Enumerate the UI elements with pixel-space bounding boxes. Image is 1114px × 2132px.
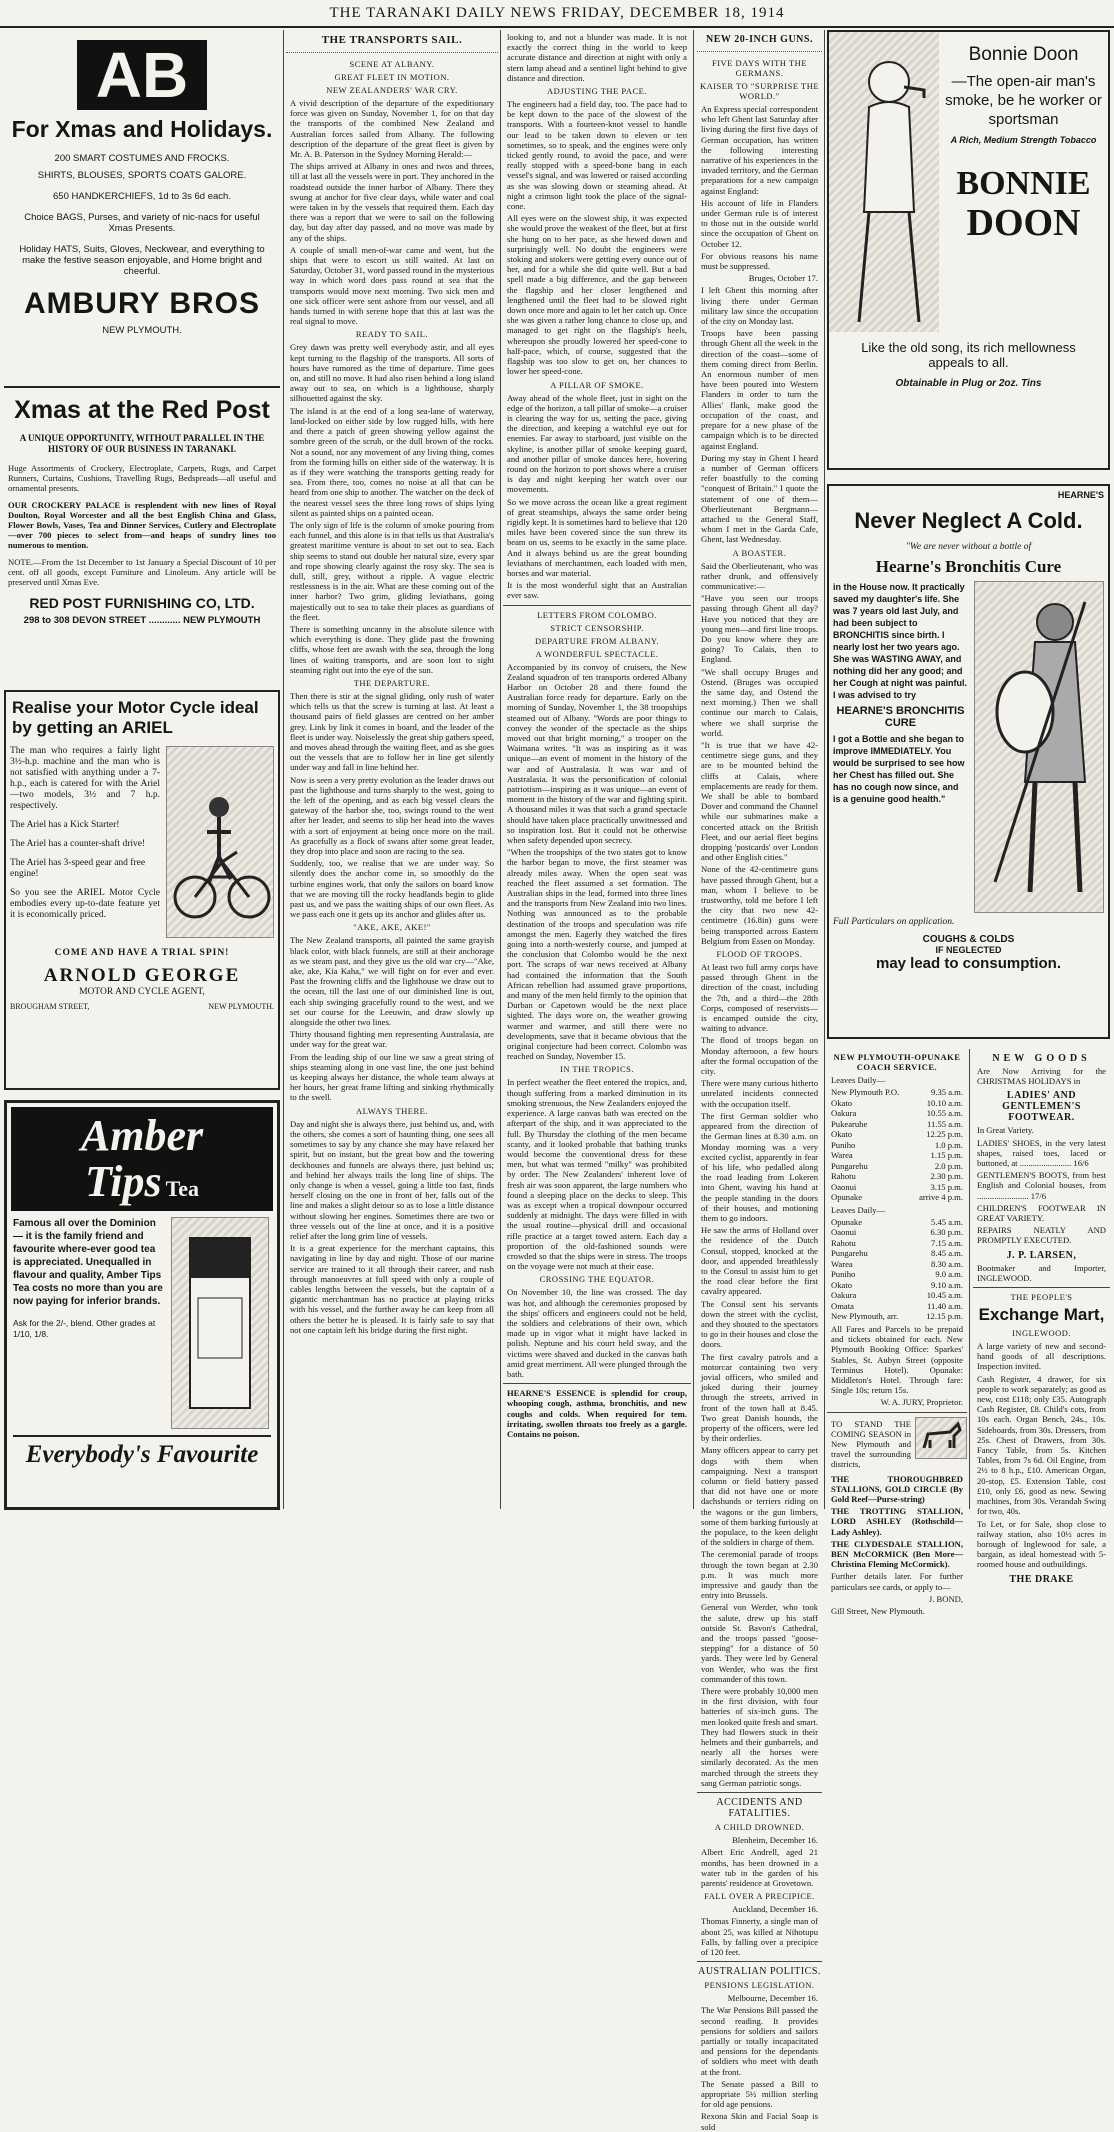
column-4 [697, 30, 822, 2132]
column-2 [286, 30, 498, 1509]
bonnie-doon-logo-2: DOON [966, 202, 1081, 244]
red-post-advert [4, 396, 280, 686]
larsen-signature-2: Bootmaker and Importer, INGLEWOOD. [977, 1262, 1106, 1283]
hearnes-quote-start: "We are never without a bottle of [905, 542, 1032, 552]
hearnes-headline: Never Neglect A Cold. [854, 508, 1083, 533]
timetable-row [831, 1259, 963, 1270]
mart-para: A large variety of new and second-hand goods of all descriptions. Inspection invited. [977, 1341, 1106, 1372]
timetable-place: Pungarehu [831, 1160, 868, 1171]
motorcycle-icon [167, 747, 273, 937]
coach-timetable-2 [827, 1217, 967, 1322]
amber-slogan: Everybody's Favourite [13, 1435, 271, 1469]
timetable-place: Oaonui [831, 1181, 857, 1192]
article-para: On November 10, the line was crossed. The day was hot, and although the ceremonies proposed by the ships' officers and engineers could not be held, the soldiers and celebrations of their own, which made up in vigor what it might have lacked in polish. Neptune and his court held sway, and the victims were shaved and ducked in the canvas bath amid great merriment. All were plunged through the bath. [507, 1287, 687, 1379]
timetable-place: Puniho [831, 1139, 856, 1150]
timetable-place: Pungarehu [831, 1248, 868, 1259]
timetable-row [831, 1119, 963, 1130]
ariel-dealer: ARNOLD GEORGE [43, 965, 241, 986]
amber-prices: Ask for the 2/-, blend. Other grades at 1/10, 1/8. [13, 1318, 156, 1339]
timetable-time: 6.30 p.m. [930, 1227, 963, 1238]
article-para: So we move across the ocean like a great regiment of great steamships, always the same order being rigidly kept. It is sometimes hard to believe that 120 miles have been covered since the sun threw its beam on us, seems to be exactly in the same place. And it always behind us are the great bounding leviathans of merchantmen, each loaded with men, horses and war material. [507, 496, 687, 578]
amber-tips-banner [11, 1107, 273, 1211]
bonnie-doon-tag: A Rich, Medium Strength Tobacco [950, 135, 1097, 145]
ariel-line-2: The Ariel has a counter-shaft drive! [10, 839, 146, 849]
timetable-time: arrive 4 p.m. [919, 1192, 963, 1203]
guns-para: None of the 42-centimetre guns have passed through Ghent, but a man, whom I believe to be trustworthy, told me before I left the city that two new 42-centimetre (16.8in) guns were being transported across Eastern Belgium from Essen on Monday. [701, 864, 818, 946]
larsen-para: Are Now Arriving for the CHRISTMAS HOLIDAYS in [977, 1066, 1106, 1087]
transports-sub-6: "AKE, AKE, AKE!" [353, 922, 431, 933]
smoker-illustration [829, 32, 939, 332]
guns-para: At least two full army corps have passed through Ghent in the direction of the coast, including the 7th, and a third—the 28th Corps, composed of reservists—is encamped outside the city, waiting to advance. [701, 962, 818, 1034]
timetable-place: Opunake [831, 1216, 863, 1227]
timetable-row [831, 1238, 963, 1249]
article-para: "When the troopships of the two states got to know the harbor began to move, the first steamer was already miles away. When the open seat was reached the fleet assumed a set formation. The Australian ships in the lead, formed into three lines and the transports from New Zealand into two lines. Nothing was announced as to the probable destination of the troops and speculation was rife amongst the men. Eagerly they watched the fires going into a north-westerly course, and jumped at the conclusion that Colombo would be the next port. The scraps of war news received at Albany had contained the information that the South African rebellion had assumed grave proportions, and many of the men held firmly to the opinion that Durban or Capetown would be the next place sighted. The days wore on, the weather growing warmer and warmer, and still there were no developments, save that it became obvious that the original conjecture had been correct. Colombo was reached on Sunday, November 15. [507, 847, 687, 1062]
timetable-place: Warea [831, 1150, 853, 1161]
transports-sub-5: THE DEPARTURE. [353, 677, 431, 688]
bonnie-doon-logo-1: BONNIE [956, 165, 1091, 202]
guns-para: The first German soldier who appeared from the direction of the German lines at 8.30 a.m. on Monday morning was a very excited cyclist, apparently in fear of his life, who pedalled along the road leading from Lokeren into Ghent, waving his hand at the people standing in the doors of their houses, and motioning them to go indoors. [701, 1110, 818, 1223]
timetable-time: 12.25 p.m. [926, 1129, 963, 1140]
ariel-dealer-sub: MOTOR AND CYCLE AGENT, [79, 987, 205, 997]
article-para: Away ahead of the whole fleet, just in sight on the edge of the horizon, a tall pillar of smoke—a cruiser is clearing the way for us, setting the pace, giving the direction, and keeping a watchful eye out for enemies. Far away to starboard, just visible on the skyline, is another pillar of smoke keeping guard, and another pillar of smoke dances here, hovering round on the horizon to port shows where a cruiser is day and night keeping her watch over our movements. [507, 392, 687, 495]
guns-para: Many officers appear to carry pet dogs with them when campaigning. Next a transport column or field battery passed that did not have one or more dachshunds or terriers riding on the wagons or the gun limbers, some of them barking furiously at the populace, to the keen delight of the soldiers in charge of them. [701, 1445, 818, 1548]
timetable-row [831, 1269, 963, 1280]
guns-para: The Consul sent his servants down the street with the cyclist, and they shouted to the spectators to go in their houses and close the doors. [701, 1298, 818, 1350]
red-post-note: NOTE.—From the 1st December to 1st January a Special Discount of 10 per cent. off all goods, except Furniture and Linoleum. Any article will be preserved until Xmas Eve. [8, 556, 276, 588]
article-para: The engineers had a field day, too. The pace had to be kept down to the pace of the slowest of the transports. With a fourteen-knot vessel to handle our lead to be taken down to eleven or ten sometimes, so to speak, and the engines were only ticked gently round, to avoid the pace, and were really stopped with a speed-bone bang in each vessel's signal, and was lowered or raised according as she was slowing down or steaming ahead. At night a crimson light took the place of the signal-cone. [507, 99, 687, 212]
guns-para: He saw the arms of Holland over the residence of the Dutch Consul, stopped, knocked at the door, and appended breathlessly to the Consul to assist him to get the road clear before the first cavalry appeared. [701, 1225, 818, 1297]
timetable-place: Okato [831, 1279, 853, 1290]
larsen-items [973, 1138, 1110, 1224]
stallion-para: THE TROTTING STALLION, LORD ASHLEY (Rothschild—Lady Ashley). [831, 1506, 963, 1537]
tea-packet-illustration [171, 1217, 269, 1429]
timetable-place: Okato [831, 1097, 853, 1108]
timetable-row [831, 1248, 963, 1259]
article-para: looking to, and not a blunder was made. It is not exactly the correct thing in the world to keep accurate distance and direction at night with only a stern lamp ahead and a sentinel light behind to give distance and direction. [507, 32, 687, 83]
larsen-signature: J. P. LARSEN, [1006, 1249, 1077, 1261]
ariel-cta: COME AND HAVE A TRIAL SPIN! [54, 948, 230, 958]
timetable-place: Omata [831, 1300, 854, 1311]
guns-headline: NEW 20-INCH GUNS. [706, 34, 813, 45]
timetable-place: Rahotu [831, 1171, 856, 1182]
timetable-place: New Plymouth, arr. [831, 1311, 899, 1322]
coach-leaves: Leaves Daily— [831, 1075, 886, 1085]
larsen-para: In Great Variety. [977, 1125, 1034, 1136]
ariel-town: NEW PLYMOUTH. [208, 1002, 274, 1011]
article-sub: DEPARTURE FROM ALBANY. [534, 635, 660, 646]
larsen-heading: LADIES' AND GENTLEMEN'S FOOTWEAR. [1002, 1090, 1081, 1124]
transports-para: Suddenly, too, we realise that we are under way. So silently does the anchor come in, so smoothly do the turbine engines work, that only the sailors on board know that we are moving till the rocky headlands begin to glide past us, and we pass the waiting ships of our own fleet. As we pass each one it gets up its anchor and glides after us. [290, 858, 494, 920]
article-sub: CROSSING THE EQUATOR. [539, 1274, 655, 1285]
guns-para: There were many curious hitherto unrelated incidents connected with the occupation itself. [701, 1078, 818, 1109]
guns-sub: FLOOD OF TROOPS. [716, 949, 803, 960]
transports-para: Grey dawn was pretty well everybody astir, and all eyes kept turning to the flagship of the transports. All sorts of hours have rumored as the time of departure. Time goes on, and still no move. It had also risen behind a long island away out to sea, on which is a lighthouse, sharply silhouetted against the sky. [290, 342, 494, 404]
timetable-row [831, 1140, 963, 1151]
red-post-address: 298 to 308 DEVON STREET ............ NEW PLYMOUTH [23, 615, 261, 627]
politics-dateline: Melbourne, December 16. [727, 1993, 818, 2004]
timetable-time: 11.40 a.m. [927, 1300, 963, 1311]
amber-text: Famous all over the Dominion — it is the family friend and favourite where-ever good tea is appreciated. Unequalled in flavour and quality, Amber Tips Tea costs no more than you are now paying for inferior brands. [13, 1218, 163, 1307]
timetable-place: Okato [831, 1129, 853, 1140]
timetable-time: 3.15 p.m. [930, 1181, 963, 1192]
transports-para: A vivid description of the departure of the expeditionary force was given on Sunday, November 1, for on that day the transports of the combined New Zealand and Australian forces sailed from Albany. The following description of the departure of the great fleet is given by Mr. A. B. Paterson in the Sydney Morning Herald:— [290, 98, 494, 160]
accidents-headline: ACCIDENTS AND FATALITIES. [716, 1797, 803, 1820]
coach-title: NEW PLYMOUTH-OPUNAKE COACH SERVICE. [833, 1052, 961, 1072]
guns-para: The first cavalry patrols and a motorcar containing two very jovial officers, who smiled and joked during their journey through the streets, arrived in front of the town hall at 8.45. Two great Danish hounds, the property of the officers, were led by their orderlies. [701, 1351, 818, 1444]
mart-signature: THE DRAKE [1009, 1573, 1074, 1585]
transports-sub-3: NEW ZEALANDERS' WAR CRY. [326, 85, 458, 95]
stallion-para: THE CLYDESDALE STALLION, BEN McCORMICK (Ben More—Christina Fleming McCormick). [831, 1538, 963, 1570]
politics-para: The Senate passed a Bill to appropriate 5½ million sterling for old age pensions. [701, 2078, 818, 2110]
bonnie-doon-title: Bonnie Doon [968, 44, 1079, 65]
transports-para: The island is at the end of a long sea-lane of waterway, land-locked on either side by low rugged hills, with here and there a patch of green showing yellow against the sombre green of the scrub, or the dull brown of the rocks. Not a sound, nor any movement of any living thing, comes from the forming hills on either side of the waterway. It is as if they were watching the transports getting ready for sea. From there, too, comes no noise at all that can be heard from one ship to another. The watcher on the deck of the nearest vessel sees the three long rows of ships lying silent as painted ships on a painted ocean. [290, 405, 494, 518]
classified-block [827, 1049, 1110, 1616]
tea-title: Tea [165, 1176, 199, 1201]
timetable-place: Oakura [831, 1290, 857, 1301]
timetable-row [831, 1150, 963, 1161]
timetable-time: 2.30 p.m. [930, 1171, 963, 1182]
hearnes-product-2: HEARNE'S BRONCHITIS CURE [836, 705, 965, 729]
hearnes-product: Hearne's Bronchitis Cure [875, 557, 1062, 576]
footer-snippet: Rexona Skin and Facial Soap is sold [701, 2111, 818, 2132]
guns-para: "We shall occupy Bruges and Ostend. (Bruges was occupied the same day, and Ostend the next morning.) Then we shall continue our march to Calais, where we shall surprise the world. [701, 666, 818, 738]
larsen-para: REPAIRS NEATLY AND PROMPTLY EXECUTED. [977, 1225, 1106, 1246]
amber-tips-advert [4, 1100, 280, 1510]
transports-para: Then there is stir at the signal gliding, only rush of water which tells us that the screw is turning at last. At least a thousand pairs of field glasses are centred on her amber grey. Link by link it comes in board, and the leader of the fleet is under way. Noiselessly the great ship gathers speed, and moves ahead through the waiting fleet, and as she goes out the vessels that are to follow her in line get silently under way and fall in line behind her. [290, 690, 494, 773]
hearnes-brand: HEARNE'S [1057, 490, 1104, 500]
stallion-para: TO STAND THE COMING SEASON in New Plymouth and travel the surrounding districts, [831, 1418, 911, 1470]
coach-timetable-1 [827, 1087, 967, 1203]
transports-para: The ships arrived at Albany in ones and twos and threes, till at last all the vessels were in port. They anchored in the roadstead outside the inner harbor of Albany. There they swung at anchor for five clear days, while water and coal were taken in by the vessels that required them. Each day there was a report that we were to sail on the following day, but day after day passed, and no move was made by any of the ships. [290, 161, 494, 243]
ambury-line-2: SHIRTS, BLOUSES, SPORTS COATS GALORE. [37, 170, 247, 181]
accidents-sub: FALL OVER A PRECIPICE. [704, 1891, 815, 1902]
hearnes-essence-ad: HEARNE'S ESSENCE is splendid for croup, whooping cough, asthma, bronchitis, and new coughs and colds. When required for tem. irritating, swollen throats too freely as a gargle. Contains no poison. [507, 1388, 687, 1439]
timetable-time: 10.10 a.m. [926, 1097, 963, 1108]
transports-para: A couple of small men-of-war came and went, but the ships that were to escort us still waited. At last on Saturday, October 31, word passed round in the mysterious way in which word does pass round at sea that the transports would move next morning. Two sick men and one sick officer were sent ashore from our vessel, and all hands turned in with serene hope that this at last was the real signal to move. [290, 244, 494, 327]
timetable-row [831, 1192, 963, 1203]
transports-para: Now is seen a very pretty evolution as the leader draws out past the lighthouse and turns sharply to the west, going to the left of the opening, and as each big vessel clears the gateway of the harbor she, too, swings round to the west after her leader, and seems to slip her head into the waves with a sort of enjoyment at being once more on the trail. As gracefully as a flock of swans after some great leader, they drop into place and soon are racing to the sea. [290, 774, 494, 857]
larsen-item: CHILDREN'S FOOTWEAR IN GREAT VARIETY. [977, 1202, 1106, 1224]
hearnes-testimonial-2: I got a Bottle and she began to improve IMMEDIATELY. You would be surprised to see how her Chest has filled out. She has no cough now since, and is a genuine good health." [833, 734, 965, 804]
red-post-intro: A UNIQUE OPPORTUNITY, WITHOUT PARALLEL IN THE HISTORY OF OUR BUSINESS IN TARANAKI. [19, 433, 265, 454]
guns-para: During my stay in Ghent I heard a number of German officers refer boastfully to the coming "conquest of Britain." I quote the statement of one of them—Oberlieutenant Bergmann—attached to the General Staff, whom I met in the Garda Cafe, Ghent, last Wednesday. [701, 452, 818, 545]
mart-pre: THE PEOPLE'S [1010, 1292, 1073, 1303]
transports-sub-7: ALWAYS THERE. [356, 1105, 428, 1116]
coach-signature: W. A. JURY, Proprietor. [880, 1397, 963, 1408]
stallion-para: Further details later. For further particulars see cards, or apply to— [831, 1571, 963, 1592]
article-para: Accompanied by its convoy of cruisers, the New Zealand squadron of ten transports ordered Albany Harbor on October 28 and there found the Australian force ready for departure. Early on the morning of Sunday, November 1, the 38 troopships steamed out of Albany. "Words are poor things to convey the wonder of the spectacle as the ships moved out that bright morning," a trooper on the Waimana writes. "It was as inspiring as it was unique—an event of moment in the history of the war and of Australasia. It was war and of Australasia. It was the personification of colonial patriotism—inspiring as it was unique—an event of moment in the history of the war and fighting spirit. A thousand miles it was that such a grand spectacle should have taken place practically unwitnessed and so inspiration lost. But it could not be otherwise when safety depended upon secrecy. [507, 661, 687, 846]
article-sub: IN THE TROPICS. [559, 1064, 634, 1075]
column-1 [4, 30, 280, 1509]
timetable-row [831, 1217, 963, 1228]
article-para: All eyes were on the slowest ship, it was expected she would prove the weakest of the fleet, but at first she hung on to her pace, as she hewed down and surprisingly well. No doubt the engineers were stoking and stokers were getting every ounce out of her, and for a while she did quite well. But a bad spell made a big difference, and the gap between the flagship and her closer lengthened and lengthened until the fleet had to be slowed right down once more and again to let her catch up. Once she was given a rather long chance to close up, and managed to get right on the flagship's heels, whereupon she proudly lowered her speed-cone to half-pace, which, of course, suggested that the flagship was too slow to get on, her chances to lower her speed-cone. [507, 213, 687, 377]
column-rule [693, 30, 694, 1509]
larsen-title: NEW GOODS [992, 1053, 1091, 1064]
transports-sub-2: GREAT FLEET IN MOTION. [334, 72, 450, 82]
column-rule [824, 30, 825, 1509]
timetable-row [831, 1227, 963, 1238]
ambury-headline: For Xmas and Holidays. [11, 116, 273, 142]
guns-para: For obvious reasons his name must be suppressed. [701, 250, 818, 272]
hearnes-foot-3: may lead to consumption. [875, 955, 1062, 972]
timetable-row [831, 1098, 963, 1109]
timetable-row [831, 1311, 963, 1322]
transports-para: Day and night she is always there, just behind us, and, with the others, she comes a sort of haunting thing, one sees all sometimes to say by any chance she may have relaxed her spirit, but on instant, but the great bow and the towering deckhouses and funnels are always there, just behind us; and behind her always trails the long line of ships. The only change is when a vessel, going a little too fast, finds herself closing on the one in front of her, falls out of the line and makes a slight detour so as to lose a little distance without slowing her engines. Sometimes there are two or three vessels out of the line at once, and it is a positive relief after the long grim line of vessels. [290, 1118, 494, 1241]
timetable-time: 5.45 a.m. [931, 1216, 963, 1227]
politics-sub: PENSIONS LEGISLATION. [704, 1980, 815, 1991]
timetable-row [831, 1108, 963, 1119]
timetable-time: 8.45 a.m. [931, 1248, 963, 1259]
guns-dateline: Bruges, October 17. [748, 273, 818, 284]
timetable-row [831, 1171, 963, 1182]
accidents-para: Albert Eric Andrell, aged 21 months, has been drowned in a water tub in the garden of his parents' residence at Grovetown. [701, 1847, 818, 1888]
transports-para: The New Zealand transports, all painted the same grayish black color, with black funnels, are still at their anchorage as we steam past, and they give us the old war cry—"Ake, ake, ake, Kia Kaha," we will fight on for ever and ever. Past the frowning cliffs and the lighthouse we draw out to the ocean, till the last one of our diminished line is out, each ship swinging gracefully round to the west, and we set our course for the Leeuwin, and draw slowly up alongside the other two lines. [290, 935, 494, 1028]
timetable-time: 10.45 a.m. [926, 1290, 963, 1301]
bonnie-doon-copy: Like the old song, its rich mellowness appeals to all. [861, 340, 1076, 370]
column-rule [283, 30, 284, 1509]
article-para: It is the most wonderful sight that an Australian ever saw. [507, 580, 687, 601]
column-5-6 [827, 30, 1110, 1616]
bonnie-doon-obtainable: Obtainable in Plug or 2oz. Tins [895, 378, 1042, 389]
red-post-company: RED POST FURNISHING CO, LTD. [29, 595, 255, 612]
hearnes-advert [827, 484, 1110, 1039]
article-sub: A WONDERFUL SPECTACLE. [535, 648, 659, 659]
hearnes-testimonial-1: in the House now. It practically saved my daughter's life. She was 7 years old last July, and had been subject to BRONCHITIS since birth. I nearly lost her two years ago. She was WASTING AWAY, and nothing did her any good; and her Cough at night was painful. I was advised to try [833, 582, 967, 700]
pipe-smoker-icon [829, 32, 939, 332]
transports-para: There is something uncanny in the absolute silence with which everything is done. They glide past the frowning cliffs, whose feet are awash with the sea, through the long lines of waiting transports, and are soon lost to sight steaming right out into the eye of the sun. [290, 623, 494, 675]
guns-para: General von Werder, who took the salute, drew up his staff outside St. Bavon's Cathedral, and the troops passed "goose-stepping" for a distance of 50 yards. They were led by General von Werder, who was the first commander of this town. [701, 1602, 818, 1684]
red-post-para-1: Huge Assortments of Crockery, Electroplate, Carpets, Rugs, and Carpet Runners, Curtains, Cushions, Travelling Rugs, Bedspreads—all useful and ornamental presents. [8, 463, 276, 494]
tea-packet-icon [172, 1218, 268, 1428]
mart-para: Cash Register, 4 drawer, for six people to work separately; as good as new, cost £118; only £35. Autograph Cash Register, £8. Child's cots, from 10s each. Organ Bench, 24s., 10s. Sideboards, from 30s. Dressers, from 25s. Chest of Drawers, from 30s. Fancy Table, from 5s. Kitchen Tables, from 7s 6d. Oil Engine, from 2½ to 8 h.p., £10. American Organ, 20-stop, £5. Extension Table, cost £10, only £6, good as new. Sewing machines, from 30s. Verandah Swing for two, 40s. [977, 1373, 1106, 1517]
transports-para: Thirty thousand fighting men representing Australasia, are under way for the great war. [290, 1029, 494, 1050]
transports-sub-4: READY TO SAIL. [355, 329, 429, 340]
transports-para: It is a great experience for the merchant captains, this navigating in line by day and night. Those of our marine service are trained to it all through their career, and rush through manoeuvres at full speed with only a couple of cables lengths between the vessels, but the captain of a gigantic merchantman has no practice at playing tricks with his vessel, and the further away he can keep from all others the better he is pleased. It is fairly safe to say that not one captain left his bridge during the first night. [290, 1243, 494, 1335]
timetable-place: Rahotu [831, 1237, 856, 1248]
larsen-item: LADIES' SHOES, in the very latest shapes, raised toes, laced or buttoned, at ........................ 16/6 [977, 1137, 1106, 1169]
guns-para: The flood of troops began on Monday afternoon, a few hours after the formal occupation of the city. [701, 1035, 818, 1077]
column-rule [500, 30, 501, 1509]
amber-title: Amber [80, 1111, 204, 1160]
ambury-line-4: Choice BAGS, Purses, and variety of nic-nacs for useful Xmas Presents. [24, 212, 260, 234]
timetable-time: 2.0 p.m. [934, 1160, 963, 1171]
timetable-row [831, 1290, 963, 1301]
ariel-line-1: The Ariel has a Kick Starter! [10, 820, 120, 830]
timetable-row [831, 1161, 963, 1172]
knight-icon [975, 582, 1103, 912]
article-sub: LETTERS FROM COLOMBO. [537, 609, 657, 620]
timetable-time: 11.55 a.m. [927, 1118, 963, 1129]
mart-town: INGLEWOOD. [1011, 1328, 1072, 1339]
coach-para: All Fares and Parcels to be prepaid and tickets obtained for each. New Plymouth Booking Office: Sparkes' Stables, St. Aubyn Street (opposite Terminus Hotel). Opunake: Middleton's Hotel. Through fare: Single 10s; return 15s. [831, 1323, 963, 1396]
timetable-place: Warea [831, 1258, 853, 1269]
accidents-sub: A CHILD DROWNED. [714, 1822, 805, 1833]
red-post-headline: Xmas at the Red Post [14, 396, 270, 424]
article-para: In perfect weather the fleet entered the tropics, and, though suffering from a marked diminution in its smoking strenuous, the New Zealanders enjoyed the experience. A large canvas bath was erected on the afterpart of the ship, and it was appreciated to the full. By Thursday the clothing of the men became scanty, and it looked probable that bathing trunks would become the conventional dress for these men, but what was termed "milky" was prohibited by order. The New Zealanders' inherent love of fresh air was soon apparent, the large numbers who found a sleeping place on the decks to sleep. This was as except when a tropical downpour occurred suddenly at midnight. The days were filled in with the usual routine—physical drill and occasional rifle practice at a target towed astern. Each day a proportion of the old-fashioned sounds were crowded so that the ships were in stress. The troops on the voyage were not much at their ease. [507, 1077, 687, 1272]
ariel-para-1: The man who requires a fairly light 3½-h.p. machine and the man who is not satisfied with anything under a 7-h.p., each is catered for with the Ariel—two models, 3½ and 7 h.p. respectively. [10, 746, 160, 811]
guns-para: I left Ghent this morning after living there under German military law since the occupation of the city on Monday last. [701, 285, 818, 327]
ambury-town: NEW PLYMOUTH. [102, 325, 182, 336]
transports-sub-1: SCENE AT ALBANY. [349, 59, 435, 69]
ariel-street: BROUGHAM STREET, [10, 1002, 90, 1011]
timetable-row [831, 1280, 963, 1291]
ambury-line-3: 650 HANDKERCHIEFS, 1d to 3s 6d each. [53, 191, 231, 202]
article-sub: STRICT CENSORSHIP. [550, 622, 644, 633]
guns-sub: FIVE DAYS WITH THE GERMANS. [711, 58, 808, 78]
red-post-para-2: OUR CROCKERY PALACE is resplendent with new lines of Royal Doulton, Royal Worcester and all the best English China and Glass, Flower Bowls, Vases, Tea and Dinner Services, Cutlery and Electroplate—over 700 pieces to select from—and heaps of sundry lines too numerous to mention. [8, 499, 276, 551]
transports-headline: THE TRANSPORTS SAIL. [321, 34, 463, 46]
accidents-dateline: Auckland, December 16. [732, 1904, 818, 1915]
timetable-row [831, 1129, 963, 1140]
ariel-headline: Realise your Motor Cycle ideal by getting an ARIEL [12, 698, 259, 737]
ambury-advert [4, 40, 280, 380]
article-sub: ADJUSTING THE PACE. [547, 86, 647, 97]
coach-leaves-2: Leaves Daily— [831, 1204, 886, 1215]
politics-headline: AUSTRALIAN POLITICS. [698, 1966, 821, 1978]
stallion-address: Gill Street, New Plymouth. [831, 1605, 925, 1616]
larsen-item: GENTLEMEN'S BOOTS, from best English and Colonial houses, from ........................ 17/6 [977, 1170, 1106, 1201]
timetable-place: Opunake [831, 1192, 863, 1203]
mart-title: Exchange Mart, [978, 1305, 1105, 1325]
guns-para: Said the Oberlieutenant, who was rather drunk, and offensively communicative:— [701, 560, 818, 591]
timetable-row [831, 1182, 963, 1193]
timetable-time: 9.0 a.m. [935, 1269, 963, 1280]
accidents-dateline: Blenheim, December 16. [732, 1835, 818, 1846]
hearnes-foot-1: COUGHS & COLDS [922, 934, 1015, 945]
hearnes-caption: Full Particulars on application. [833, 917, 955, 927]
guns-para: An Express special correspondent who left Ghent last Saturday after living during the first five days of German occupation, has written the following interesting narrative of his experiences in the invaded territory, and the German preparations for a new campaign against England: [701, 104, 818, 196]
timetable-time: 7.15 a.m. [931, 1237, 963, 1248]
tips-title: Tips [84, 1157, 162, 1206]
ambury-line-5: Holiday HATS, Suits, Gloves, Neckwear, and everything to make the festive season enjoyable, and Home bright and cheerful. [19, 244, 265, 277]
guns-para: There were probably 10,000 men in the first division, with four batteries of six-inch guns. The men looked quite fresh and smart. They had flowers stuck in their helmets and their gunbarrels, and nearly all the horses were similarly decorated. As the men marched through the streets they sang German patriotic songs. [701, 1686, 818, 1788]
guns-para: His account of life in Flanders under German rule is of interest to those out in the outside world since the occupation of Ghent on October 12. [701, 197, 818, 249]
knight-illustration [974, 581, 1104, 913]
larsen-advert [970, 1049, 1110, 1585]
accidents-para: Thomas Finnerty, a single man of about 25, was killed at Nihotupu Falls, by falling over a precipice of 120 feet. [701, 1916, 818, 1957]
politics-para: The War Pensions Bill passed the second reading. It provides pensions for soldiers and sailors partially or totally incapacitated and pensions for the dependants of soldiers who meet with death at the front. [701, 2005, 818, 2077]
bonnie-doon-advert [827, 30, 1110, 470]
timetable-time: 8.30 a.m. [931, 1258, 963, 1269]
timetable-time: 12.15 p.m. [926, 1311, 963, 1322]
timetable-place: Oaonui [831, 1227, 857, 1238]
guns-sub: KAISER TO "SURPRISE THE WORLD." [699, 81, 820, 101]
stallion-para: THE THOROUGHBRED STALLIONS, GOLD CIRCLE (By Gold Reef—Purse-string) [831, 1473, 963, 1504]
timetable-row [831, 1301, 963, 1312]
timetable-time: 1.0 p.m. [934, 1139, 963, 1150]
ariel-advert [4, 690, 280, 1090]
guns-para: "It is true that we have 42-centimetre siege guns, and they are to be mounted behind the cliffs at Calais, where emplacements are ready for them. We shall be able to bombard Dover and command the Channel while our submarines make a concerted attack on the British Fleet, and our aerial fleet begins dropping 'postcards' over London and other English cities." [701, 739, 818, 863]
timetable-place: Puniho [831, 1269, 856, 1280]
timetable-time: 9.35 a.m. [931, 1087, 963, 1098]
guns-para: Troops have been passing through Ghent all the week in the direction of the coast—some of them coming direct from Berlin. An enormous number of men have been poured into Western Flanders in order to turn the Allies' flank, make good the occupation of the coast, and prepare for a new phase of the campaign which is to be directed against England. [701, 328, 818, 451]
ariel-para-2: So you see the ARIEL Motor Cycle embodies every up-to-date feature yet it is economically priced. [10, 888, 160, 920]
timetable-row [831, 1087, 963, 1098]
timetable-place: New Plymouth P.O. [831, 1087, 900, 1098]
transports-para: The only sign of life is the column of smoke pouring from each funnel, and this alone is in that tells us that Australia's greatest maritime venture is about to set out to sea. Each ship seems to stand out double her natural size, every spar and rope showing clearly against the rosy sky. The sea is dull, still, grey, without a ripple. A vague electric restlessness is in the air. What are these coming out of the inner harbor? Two grim, gliding leviathans, going majestically out to sea to take their places as guardians of the fleet. [290, 519, 494, 622]
mart-para: To Let, or for Sale, shop close to railway station, also 10½ acres in borough of Inglewood for sale, a bargain, as ideal homestead with 5-roomed house and outbuildings. [977, 1518, 1106, 1570]
coach-service [827, 1049, 970, 1616]
timetable-place: Oakura [831, 1108, 857, 1119]
hearnes-foot-2: IF NEGLECTED [935, 945, 1002, 955]
guns-para: "Have you seen our troops passing through Ghent all day? Have you noticed that they are young men—and first line troops. Do you know where they are going? To Calais, then to England. [701, 593, 818, 665]
ambury-name: AMBURY BROS [23, 287, 260, 320]
stallion-signature: J. BOND, [928, 1593, 963, 1604]
column-3 [503, 30, 691, 1509]
horse-icon [916, 1418, 966, 1458]
guns-sub: A BOASTER. [732, 547, 787, 558]
article-sub: A PILLAR OF SMOKE. [550, 379, 644, 390]
transports-para: From the leading ship of our line we saw a great string of ships steaming along in one vast line, the one just behind us keeping always her distance, the whole team always at her hours, her great frame lifting and sinking rhythmically to the swell. [290, 1051, 494, 1103]
masthead: THE TARANAKI DAILY NEWS FRIDAY, DECEMBER 18, 1914 [0, 0, 1114, 28]
motorcycle-illustration [166, 746, 274, 938]
horse-illustration [915, 1417, 967, 1459]
ab-logo: AB [77, 40, 207, 110]
divider [4, 386, 280, 388]
timetable-time: 9.10 a.m. [931, 1279, 963, 1290]
timetable-time: 10.55 a.m. [926, 1108, 963, 1119]
bonnie-doon-sub: —The open-air man's smoke, be he worker or sportsman [945, 73, 1102, 128]
timetable-time: 1.15 p.m. [930, 1150, 963, 1161]
ambury-line-1: 200 SMART COSTUMES AND FROCKS. [54, 153, 230, 164]
guns-para: The ceremonial parade of troops through the town began at 2.30 p.m. It was much more impressive and gaudy than the entry into Brussels. [701, 1549, 818, 1601]
timetable-place: Pukearuhe [831, 1118, 868, 1129]
ariel-line-3: The Ariel has 3-speed gear and free engine! [10, 858, 146, 879]
